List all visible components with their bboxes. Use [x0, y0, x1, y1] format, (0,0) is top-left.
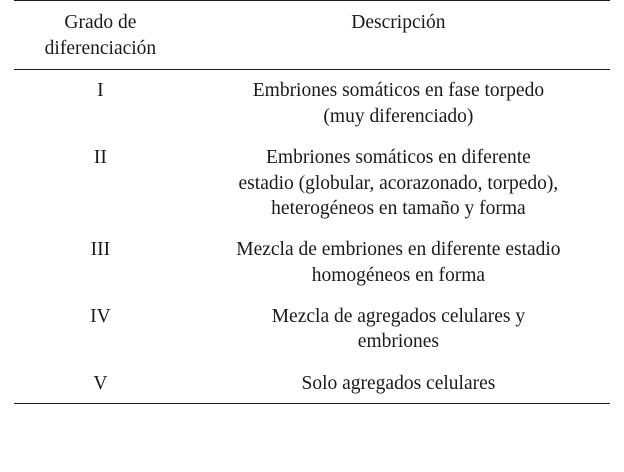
cell-description [187, 137, 610, 229]
column-header-grade-line-1: Grado de [64, 12, 137, 33]
column-header-description: Descripción [187, 1, 610, 70]
description-line: Embriones somáticos en fase torpedo [252, 80, 545, 102]
table-row [14, 137, 610, 229]
table-row [14, 296, 610, 363]
description-line: Mezcla de agregados celulares y [271, 305, 526, 327]
cell-grade [14, 137, 187, 229]
cell-grade [14, 229, 187, 296]
description-line: Solo agregados celulares [301, 372, 496, 394]
grade-value: II [93, 147, 107, 169]
cell-description [187, 229, 610, 296]
grade-value: V [93, 372, 108, 394]
table-row [14, 70, 610, 137]
cell-grade [14, 296, 187, 363]
description-line: Mezcla de embriones en diferente estadio [236, 239, 561, 261]
column-header-grade-line-2: diferenciación [44, 37, 157, 59]
table-row [14, 229, 610, 296]
table-header [14, 1, 610, 70]
column-header-grade [14, 1, 187, 70]
description-line: homogéneos en forma [311, 264, 486, 286]
table-row [14, 363, 610, 404]
grade-value: IV [90, 305, 111, 327]
cell-description [187, 363, 610, 404]
grade-value: III [90, 239, 111, 261]
description-line: heterogéneos en tamaño y forma [271, 197, 526, 219]
grade-differentiation-table [14, 0, 610, 404]
cell-grade [14, 70, 187, 137]
cell-description [187, 70, 610, 137]
grade-value: I [97, 80, 104, 102]
cell-description [187, 296, 610, 363]
description-line: embriones [357, 331, 440, 353]
table-header-row [14, 1, 610, 70]
description-line: Embriones somáticos en diferente [266, 147, 531, 169]
description-line: estadio (globular, acorazonado, torpedo), [238, 172, 559, 194]
table-body [14, 70, 610, 403]
description-line: (muy diferenciado) [323, 105, 474, 127]
cell-grade [14, 363, 187, 404]
